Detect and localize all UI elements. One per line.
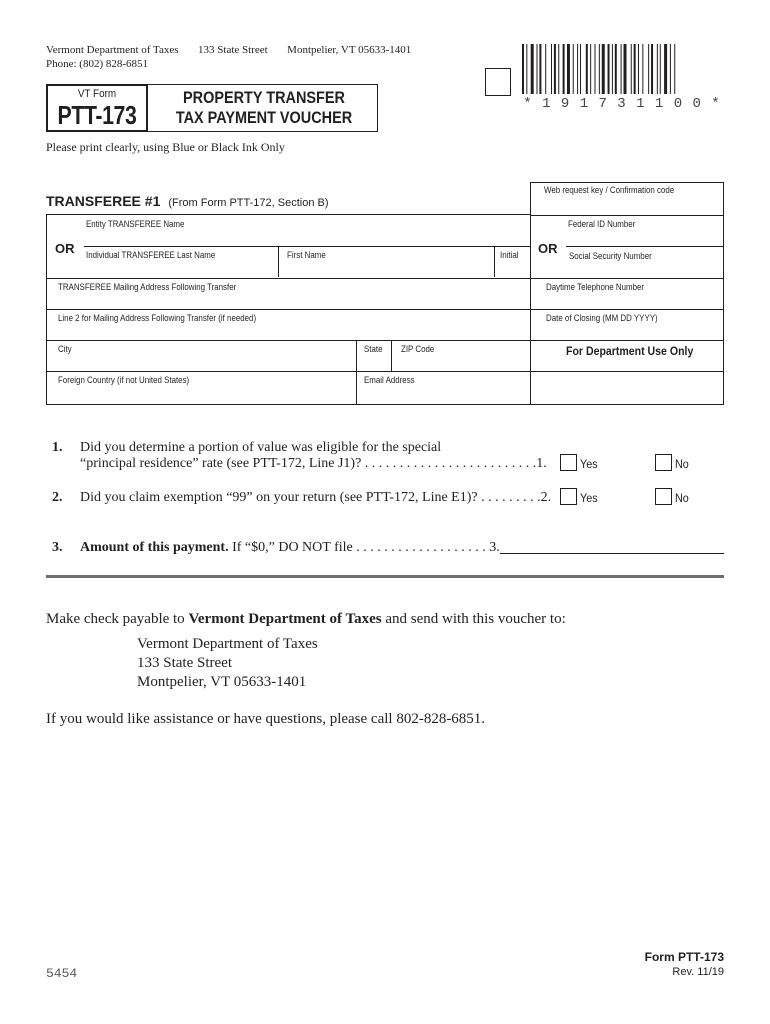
q3-text: [80, 540, 500, 556]
q3-number: 3.: [52, 540, 63, 555]
instructions: Please print clearly, using Blue or Black Ink Only: [46, 140, 285, 154]
q2-yes-label: Yes: [580, 491, 598, 505]
q1-no-label: No: [675, 457, 689, 471]
state-input[interactable]: [358, 357, 389, 370]
federal-row-line: [566, 246, 724, 247]
daytime-phone-label: Daytime Telephone Number: [546, 282, 645, 292]
footer-form: Form PTT-173: [644, 950, 724, 964]
mailing-address-input[interactable]: [56, 294, 526, 308]
city-input[interactable]: [56, 357, 354, 370]
mail-address-line3: Montpelier, VT 05633-1401: [137, 674, 307, 690]
federal-id-label: Federal ID Number: [568, 219, 636, 229]
section-separator: [46, 575, 724, 578]
last-name-input[interactable]: [84, 262, 276, 276]
mail-address-line2: 133 State Street: [137, 655, 232, 671]
q3-rest-text: If “$0,” DO NOT file . . . . . . . . . . . . . . . . . . . 3.: [228, 540, 500, 555]
row4-line: [46, 340, 724, 341]
web-request-label: Web request key / Confirmation code: [544, 185, 675, 195]
entity-name-label: Entity TRANSFEREE Name: [86, 219, 185, 229]
ssn-input[interactable]: [566, 262, 720, 276]
line2-address-input[interactable]: [56, 325, 526, 339]
last-name-label: Individual TRANSFEREE Last Name: [86, 250, 216, 260]
q1-number: 1.: [52, 440, 63, 455]
barcode-corner-box: [485, 68, 511, 96]
first-name-input[interactable]: [282, 262, 492, 276]
foreign-country-input[interactable]: [56, 388, 354, 402]
line2-address-label: Line 2 for Mailing Address Following Transfer (if needed): [58, 313, 257, 323]
department-use-label: For Department Use Only: [566, 344, 694, 358]
zip-label: ZIP Code: [401, 344, 435, 354]
payable-suffix: and send with this voucher to:: [381, 611, 566, 627]
initial-label: Initial: [500, 250, 519, 260]
state-divider: [356, 340, 357, 405]
q2-number: 2.: [52, 490, 63, 505]
agency-name: Vermont Department of Taxes: [46, 44, 179, 56]
row3-line: [46, 309, 724, 310]
or-label-right: OR: [538, 241, 558, 256]
agency-city: Montpelier, VT 05633-1401: [287, 44, 412, 56]
transferee-subtitle: (From Form PTT-172, Section B): [168, 197, 329, 209]
transferee-title: TRANSFEREE #1: [46, 193, 161, 209]
q1-no-checkbox[interactable]: [655, 454, 672, 471]
email-input[interactable]: [358, 388, 722, 402]
barcode-bars: [522, 44, 722, 94]
q2-no-label: No: [675, 491, 689, 505]
q1-yes-checkbox[interactable]: [560, 454, 577, 471]
payable-to: Vermont Department of Taxes: [188, 611, 382, 627]
agency-phone: Phone: (802) 828-6851: [46, 58, 149, 70]
payment-amount-line: [500, 553, 724, 554]
assistance-text: If you would like assistance or have questions, please call 802-828-6851.: [46, 711, 486, 727]
or-label-left: OR: [55, 241, 75, 256]
vt-form-label: VT Form: [77, 88, 117, 100]
q2-no-checkbox[interactable]: [655, 488, 672, 505]
footer-rev: Rev. 11/19: [672, 966, 724, 978]
initial-input[interactable]: [496, 262, 528, 276]
zip-divider: [391, 340, 392, 371]
entity-row-line: [84, 246, 530, 247]
closing-date-input[interactable]: [544, 325, 720, 339]
row5-line: [46, 371, 724, 372]
first-name-divider: [278, 246, 279, 277]
transferee-heading: [46, 193, 329, 211]
daytime-phone-input[interactable]: [544, 294, 720, 308]
payable-instructions: [46, 611, 566, 628]
agency-header: [46, 44, 411, 56]
barcode: [522, 44, 722, 94]
closing-date-label: Date of Closing (MM DD YYYY): [546, 313, 658, 323]
city-label: City: [58, 344, 72, 354]
mailing-address-label: TRANSFEREE Mailing Address Following Transfer: [58, 282, 237, 292]
q2-yes-checkbox[interactable]: [560, 488, 577, 505]
first-name-label: First Name: [287, 250, 326, 260]
zip-input[interactable]: [393, 357, 528, 370]
q3-bold-text: Amount of this payment.: [80, 540, 229, 555]
payable-prefix: Make check payable to: [46, 611, 189, 627]
form-title-line1: PROPERTY TRANSFER: [183, 88, 345, 107]
agency-street: 133 State Street: [198, 44, 268, 56]
q2-text: Did you claim exemption “99” on your return (see PTT-172, Line E1)? . . . . . . . . .2.: [80, 490, 552, 505]
q1-line1: Did you determine a portion of value was eligible for the special: [80, 440, 442, 455]
grid-top-line: [46, 214, 531, 215]
row2-line: [46, 278, 724, 279]
ssn-label: Social Security Number: [569, 251, 652, 261]
mail-address-line1: Vermont Department of Taxes: [137, 636, 318, 652]
payment-amount-input[interactable]: [500, 538, 722, 552]
federal-id-input[interactable]: [566, 232, 720, 244]
form-number: PTT-173: [57, 100, 137, 130]
footer-code: 5454: [46, 966, 78, 981]
q1-line2: “principal residence” rate (see PTT-172, Line J1)? . . . . . . . . . . . . . . . . . . . . . . . . .1.: [80, 456, 547, 471]
state-label: State: [364, 344, 383, 354]
initial-divider: [494, 246, 495, 277]
form-title-line2: TAX PAYMENT VOUCHER: [175, 108, 353, 127]
email-label: Email Address: [364, 375, 415, 385]
foreign-country-label: Foreign Country (if not United States): [58, 375, 190, 385]
barcode-text: * 1 9 1 7 3 1 1 0 0 *: [523, 96, 721, 112]
q1-yes-label: Yes: [580, 457, 598, 471]
entity-name-input[interactable]: [84, 232, 528, 244]
